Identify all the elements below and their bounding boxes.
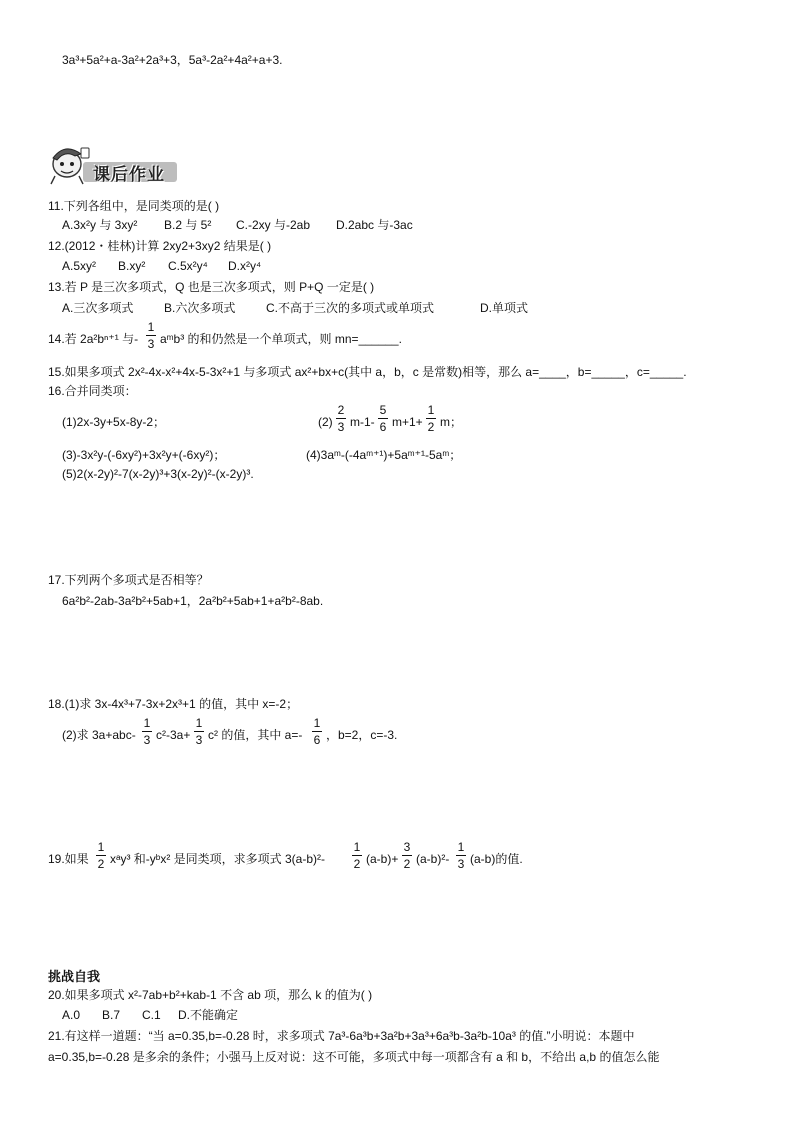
q16-part-5: (5)2(x-2y)²-7(x-2y)³+3(x-2y)²-(x-2y)³.: [62, 467, 254, 481]
q18-part-2-fraction-1: 1 3: [143, 716, 151, 747]
q17-polynomials: 6a²b²-2ab-3a²b²+5ab+1，2a²b²+5ab+1+a²b²-8ab.: [62, 594, 324, 608]
q18-part-2-text-4: ，b=2，c=-3.: [326, 728, 398, 742]
q18-part-2-text-1: (2)求 3a+abc-: [62, 728, 136, 742]
q19-text-3: (a-b)+: [366, 852, 399, 866]
q14-fraction: 1 3: [147, 320, 155, 351]
q12-option-a: A.5xy²: [62, 259, 97, 273]
q13-option-a: A.三次多项式: [62, 301, 134, 315]
q12-option-c: C.5x²y⁴: [168, 259, 208, 273]
q20-stem: 20.如果多项式 x²-7ab+b²+kab-1 不含 ab 项，那么 k 的值为( ): [48, 988, 373, 1002]
q16-part-2-term-1: m-1-: [350, 415, 375, 429]
q14-text-after: aᵐb³ 的和仍然是一个单项式，则 mn=______.: [160, 332, 402, 346]
q21-line-1: 21.有这样一道题：“当 a=0.35,b=-0.28 时，求多项式 7a³-6a³b+3a²b+3a³+6a³b-3a²b-10a³ 的值.”小明说：本题中: [48, 1029, 635, 1043]
q13-option-b: B.六次多项式: [164, 301, 236, 315]
q13-option-c: C.不高于三次的多项式或单项式: [266, 301, 435, 315]
section-badge-label: 课后作业: [93, 165, 165, 185]
q16-part-4: (4)3aᵐ-(-4aᵐ⁺¹)+5aᵐ⁺¹-5aᵐ；: [306, 448, 462, 462]
q19-text-4: (a-b)²-: [416, 852, 450, 866]
q18-part-2-text-2: c²-3a+: [156, 728, 191, 742]
q19-text-1: 19.如果: [48, 852, 89, 866]
q18-part-2-fraction-2: 1 3: [195, 716, 203, 747]
q12-option-b: B.xy²: [118, 259, 146, 273]
q16-part-2-fraction-1: 2 3: [337, 403, 345, 434]
q16-part-2-term-2: m+1+: [392, 415, 423, 429]
q11-stem: 11.下列各组中，是同类项的是( ): [48, 199, 220, 213]
q11-option-a: A.3x²y 与 3xy²: [62, 218, 138, 232]
q20-option-d: D.不能确定: [178, 1008, 239, 1022]
q16-stem: 16.合并同类项：: [48, 384, 137, 398]
q19-fraction-3: 3 2: [403, 840, 411, 871]
q16-part-1: (1)2x-3y+5x-8y-2；: [62, 415, 166, 429]
q16-part-2-fraction-2: 5 6: [379, 403, 387, 434]
q19-fraction-4: 1 3: [457, 840, 465, 871]
q20-option-b: B.7: [102, 1008, 121, 1022]
q20-option-c: C.1: [142, 1008, 161, 1022]
q14-text-before: 14.若 2a²bⁿ⁺¹ 与-: [48, 332, 139, 346]
q20-option-a: A.0: [62, 1008, 81, 1022]
q13-stem: 13.若 P 是三次多项式，Q 也是三次多项式，则 P+Q 一定是( ): [48, 280, 375, 294]
q11-option-c: C.-2xy 与-2ab: [236, 218, 311, 232]
previous-answer-line: 3a³+5a²+a-3a²+2a³+3，5a³-2a²+4a²+a+3.: [62, 53, 283, 67]
q18-part-1: 18.(1)求 3x-4x³+7-3x+2x³+1 的值，其中 x=-2；: [48, 697, 299, 711]
q17-stem: 17.下列两个多项式是否相等？: [48, 573, 209, 587]
q12-option-d: D.x²y⁴: [228, 259, 262, 273]
q15-text: 15.如果多项式 2x²-4x-x²+4x-5-3x²+1 与多项式 ax²+bx+c(其中 a，b，c 是常数)相等，那么 a=____，b=_____，c=_____.: [48, 365, 687, 379]
q13-option-d: D.单项式: [480, 301, 529, 315]
q19-fraction-2: 1 2: [353, 840, 361, 871]
q12-stem: 12.(2012・桂林)计算 2xy2+3xy2 结果是( ): [48, 239, 272, 253]
q11-option-b: B.2 与 5²: [164, 218, 212, 232]
q16-part-2-term-3: m；: [440, 415, 462, 429]
q16-part-2-fraction-3: 1 2: [427, 403, 435, 434]
q21-line-2: a=0.35,b=-0.28 是多余的条件；小强马上反对说：这不可能，多项式中每一项都含有 a 和 b，不给出 a,b 的值怎么能: [48, 1050, 660, 1064]
challenge-heading: 挑战自我: [48, 969, 101, 984]
q18-part-2-fraction-3: 1 6: [313, 716, 321, 747]
q19-text-2: xᵃy³ 和-yᵇx² 是同类项，求多项式 3(a-b)²-: [110, 852, 325, 866]
q16-part-2-label: (2): [318, 415, 333, 429]
q19-text-5: (a-b)的值.: [470, 852, 523, 866]
q19-fraction-1: 1 2: [97, 840, 105, 871]
q18-part-2-text-3: c² 的值，其中 a=-: [208, 728, 303, 742]
q16-part-3: (3)-3x²y-(-6xy²)+3x²y+(-6xy²)；: [62, 448, 226, 462]
q11-option-d: D.2abc 与-3ac: [336, 218, 413, 232]
